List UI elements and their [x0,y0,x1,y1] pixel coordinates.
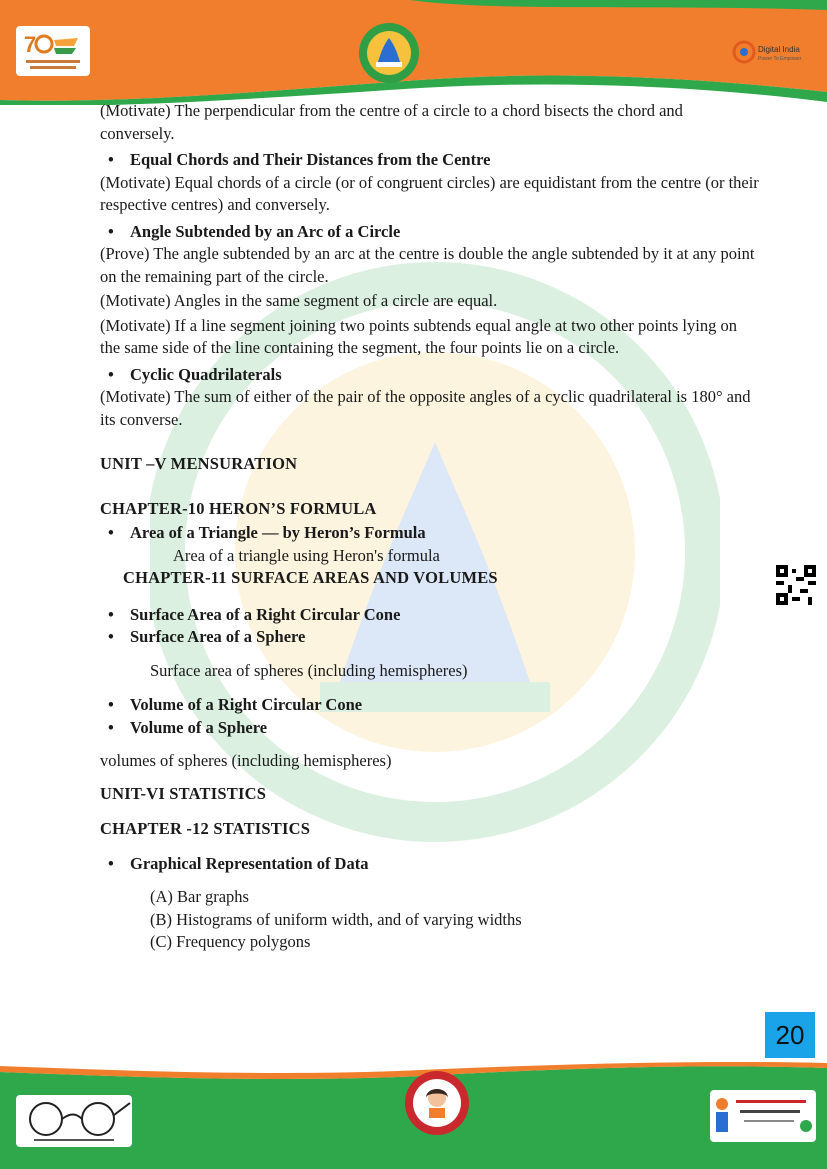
bullet-topic: • Area of a Triangle — by Heron’s Formula [130,522,760,545]
chapter-heading: CHAPTER-11 SURFACE AREAS AND VOLUMES [123,568,498,587]
chapter-heading: CHAPTER -12 STATISTICS [100,819,311,838]
bullet-topic: • Surface Area of a Right Circular Cone [130,604,760,627]
azadi-ka-amrit-mahotsav-logo [16,26,90,76]
paragraph: (Prove) The angle subtended by an arc at the centre is double the angle subtended by it at any point on the remaining part of the circle. [100,244,755,286]
unit-heading: UNIT-VI STATISTICS [100,783,267,803]
qr-code-icon[interactable] [776,565,816,605]
bullet-topic: • Graphical Representation of Data [130,853,760,876]
svg-text:7: 7 [24,32,37,57]
paragraph: (Motivate) Equal chords of a circle (or of congruent circles) are equidistant from the centre (or their respective centres) and conversely. [100,172,759,214]
svg-text:Power To Empower: Power To Empower [758,56,802,62]
digital-india-logo [730,36,810,68]
paragraph: (Motivate) Angles in the same segment of a circle are equal. [100,291,498,310]
unit-heading: UNIT –V MENSURATION [100,454,298,473]
document-body [100,100,760,954]
chapter-heading: CHAPTER-10 HERON’S FORMULA [100,498,377,518]
page-number: 20 [765,1012,815,1058]
bullet-topic: • Angle Subtended by an Arc of a Circle [130,221,760,244]
list-item: (A) Bar graphs [150,887,249,906]
bullet-topic: • Volume of a Right Circular Cone [130,694,760,717]
board-emblem [358,22,420,84]
paragraph: (Motivate) If a line segment joining two points subtends equal angle at two other points lying on the same side of the line containing the segment, the four points lie on a circle. [100,315,737,357]
bullet-topic: • Equal Chords and Their Distances from the Centre [130,149,760,172]
list-item: (C) Frequency polygons [150,932,311,951]
paragraph: (Motivate) The perpendicular from the centre of a circle to a chord bisects the chord and conversely. [100,101,683,143]
bullet-topic: • Volume of a Sphere [130,717,760,740]
paragraph: volumes of spheres (including hemispheres) [100,751,392,770]
list-item: (B) Histograms of uniform width, and of varying widths [150,909,522,929]
svg-text:Digital India: Digital India [758,45,800,54]
beti-bachao-beti-padhao-logo [404,1070,470,1136]
paragraph: Area of a triangle using Heron's formula [173,545,440,565]
bullet-topic: • Cyclic Quadrilaterals [130,364,760,387]
paragraph: Surface area of spheres (including hemispheres) [150,660,468,680]
swachh-bharat-logo [16,1095,132,1147]
right-to-education-logo [710,1090,816,1142]
bullet-topic: • Surface Area of a Sphere [130,626,760,649]
paragraph: (Motivate) The sum of either of the pair of the opposite angles of a cyclic quadrilateral is 180° and its converse. [100,387,751,429]
